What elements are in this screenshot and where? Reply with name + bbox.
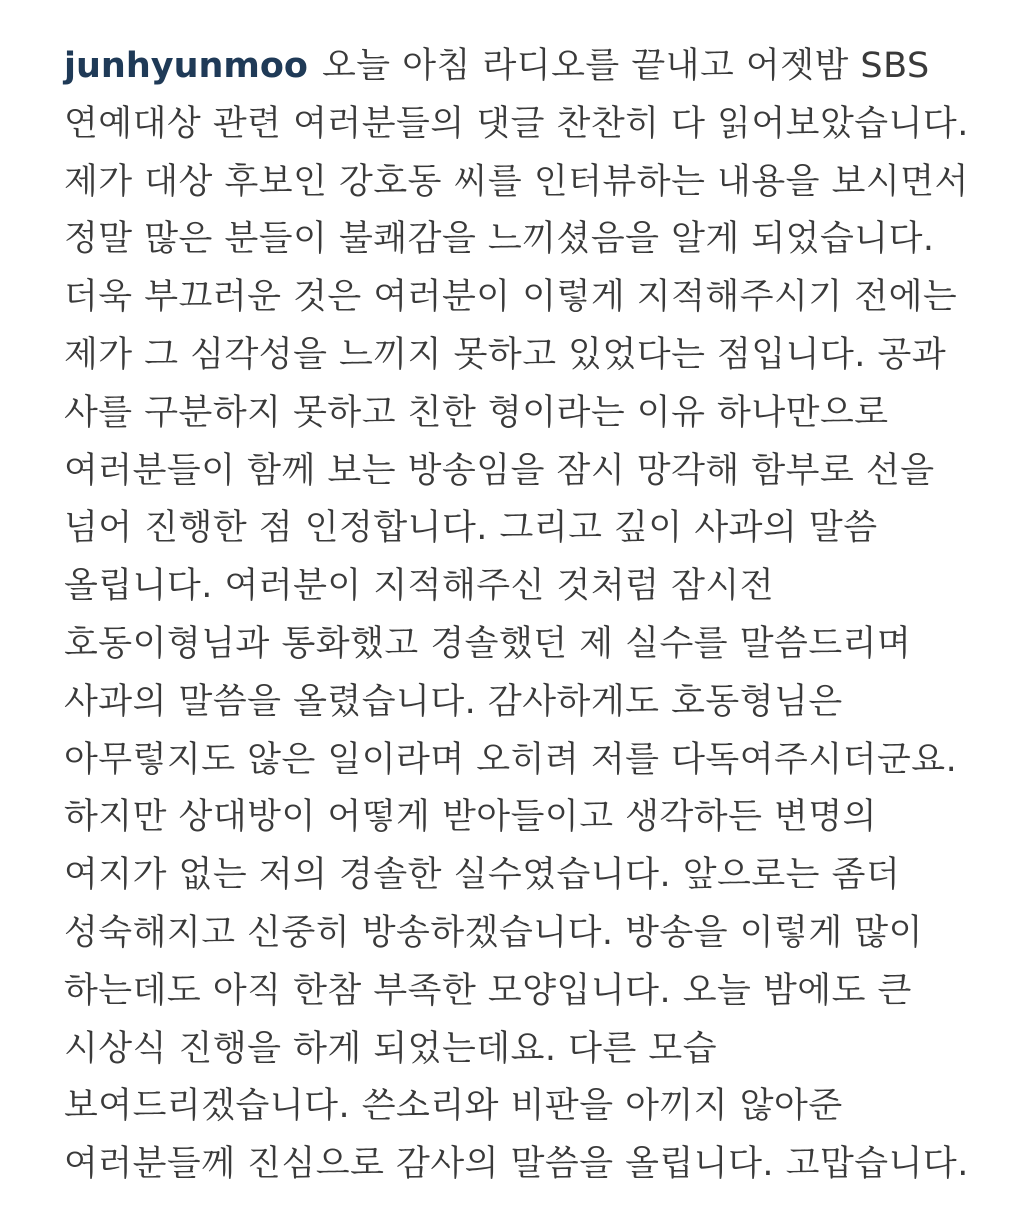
caption-line: 더욱 부끄러운 것은 여러분이 이렇게 지적해주시기 전에는	[64, 277, 958, 318]
caption-line: 시상식 진행을 하게 되었는데요. 다른 모습	[64, 1028, 718, 1069]
caption-line: 여지가 없는 저의 경솔한 실수였습니다. 앞으로는 좀더	[64, 855, 901, 896]
caption-line: 연예대상 관련 여러분들의 댓글 찬찬히 다 읽어보았습니다.	[64, 103, 969, 144]
caption-line: 하는데도 아직 한참 부족한 모양입니다. 오늘 밤에도 큰	[64, 970, 912, 1011]
post-caption	[64, 38, 984, 1194]
caption-line: 정말 많은 분들이 불쾌감을 느끼셨음을 알게 되었습니다.	[64, 219, 935, 260]
caption-line: 호동이형님과 통화했고 경솔했던 제 실수를 말씀드리며	[64, 623, 912, 664]
caption-line: 올립니다. 여러분이 지적해주신 것처럼 잠시전	[64, 566, 775, 607]
caption-text: 오늘 아침 라디오를 끝내고 어젯밤 SBS	[321, 46, 930, 86]
caption-line: 사를 구분하지 못하고 친한 형이라는 이유 하나만으로	[64, 392, 889, 433]
caption-line: 넘어 진행한 점 인정합니다. 그리고 깊이 사과의 말씀	[64, 508, 878, 549]
caption-line: 제가 그 심각성을 느끼지 못하고 있었다는 점입니다. 공과	[64, 334, 947, 375]
caption-line: 하지만 상대방이 어떻게 받아들이고 생각하든 변명의	[64, 797, 877, 838]
caption-line: 제가 대상 후보인 강호동 씨를 인터뷰하는 내용을 보시면서	[64, 161, 969, 202]
caption-line: 여러분들이 함께 보는 방송임을 잠시 망각해 함부로 선을	[64, 450, 935, 491]
caption-line: 사과의 말씀을 올렸습니다. 감사하게도 호동형님은	[64, 681, 843, 722]
caption-line-1	[64, 38, 984, 96]
caption-line: 아무렇지도 않은 일이라며 오히려 저를 다독여주시더군요.	[64, 739, 958, 780]
caption-line: 보여드리겠습니다. 쓴소리와 비판을 아끼지 않아준	[64, 1086, 843, 1127]
username-link[interactable]: junhyunmoo	[64, 46, 308, 86]
caption-line: 성숙해지고 신중히 방송하겠습니다. 방송을 이렇게 많이	[64, 912, 923, 953]
caption-line: 여러분들께 진심으로 감사의 말씀을 올립니다. 고맙습니다.	[64, 1144, 969, 1185]
